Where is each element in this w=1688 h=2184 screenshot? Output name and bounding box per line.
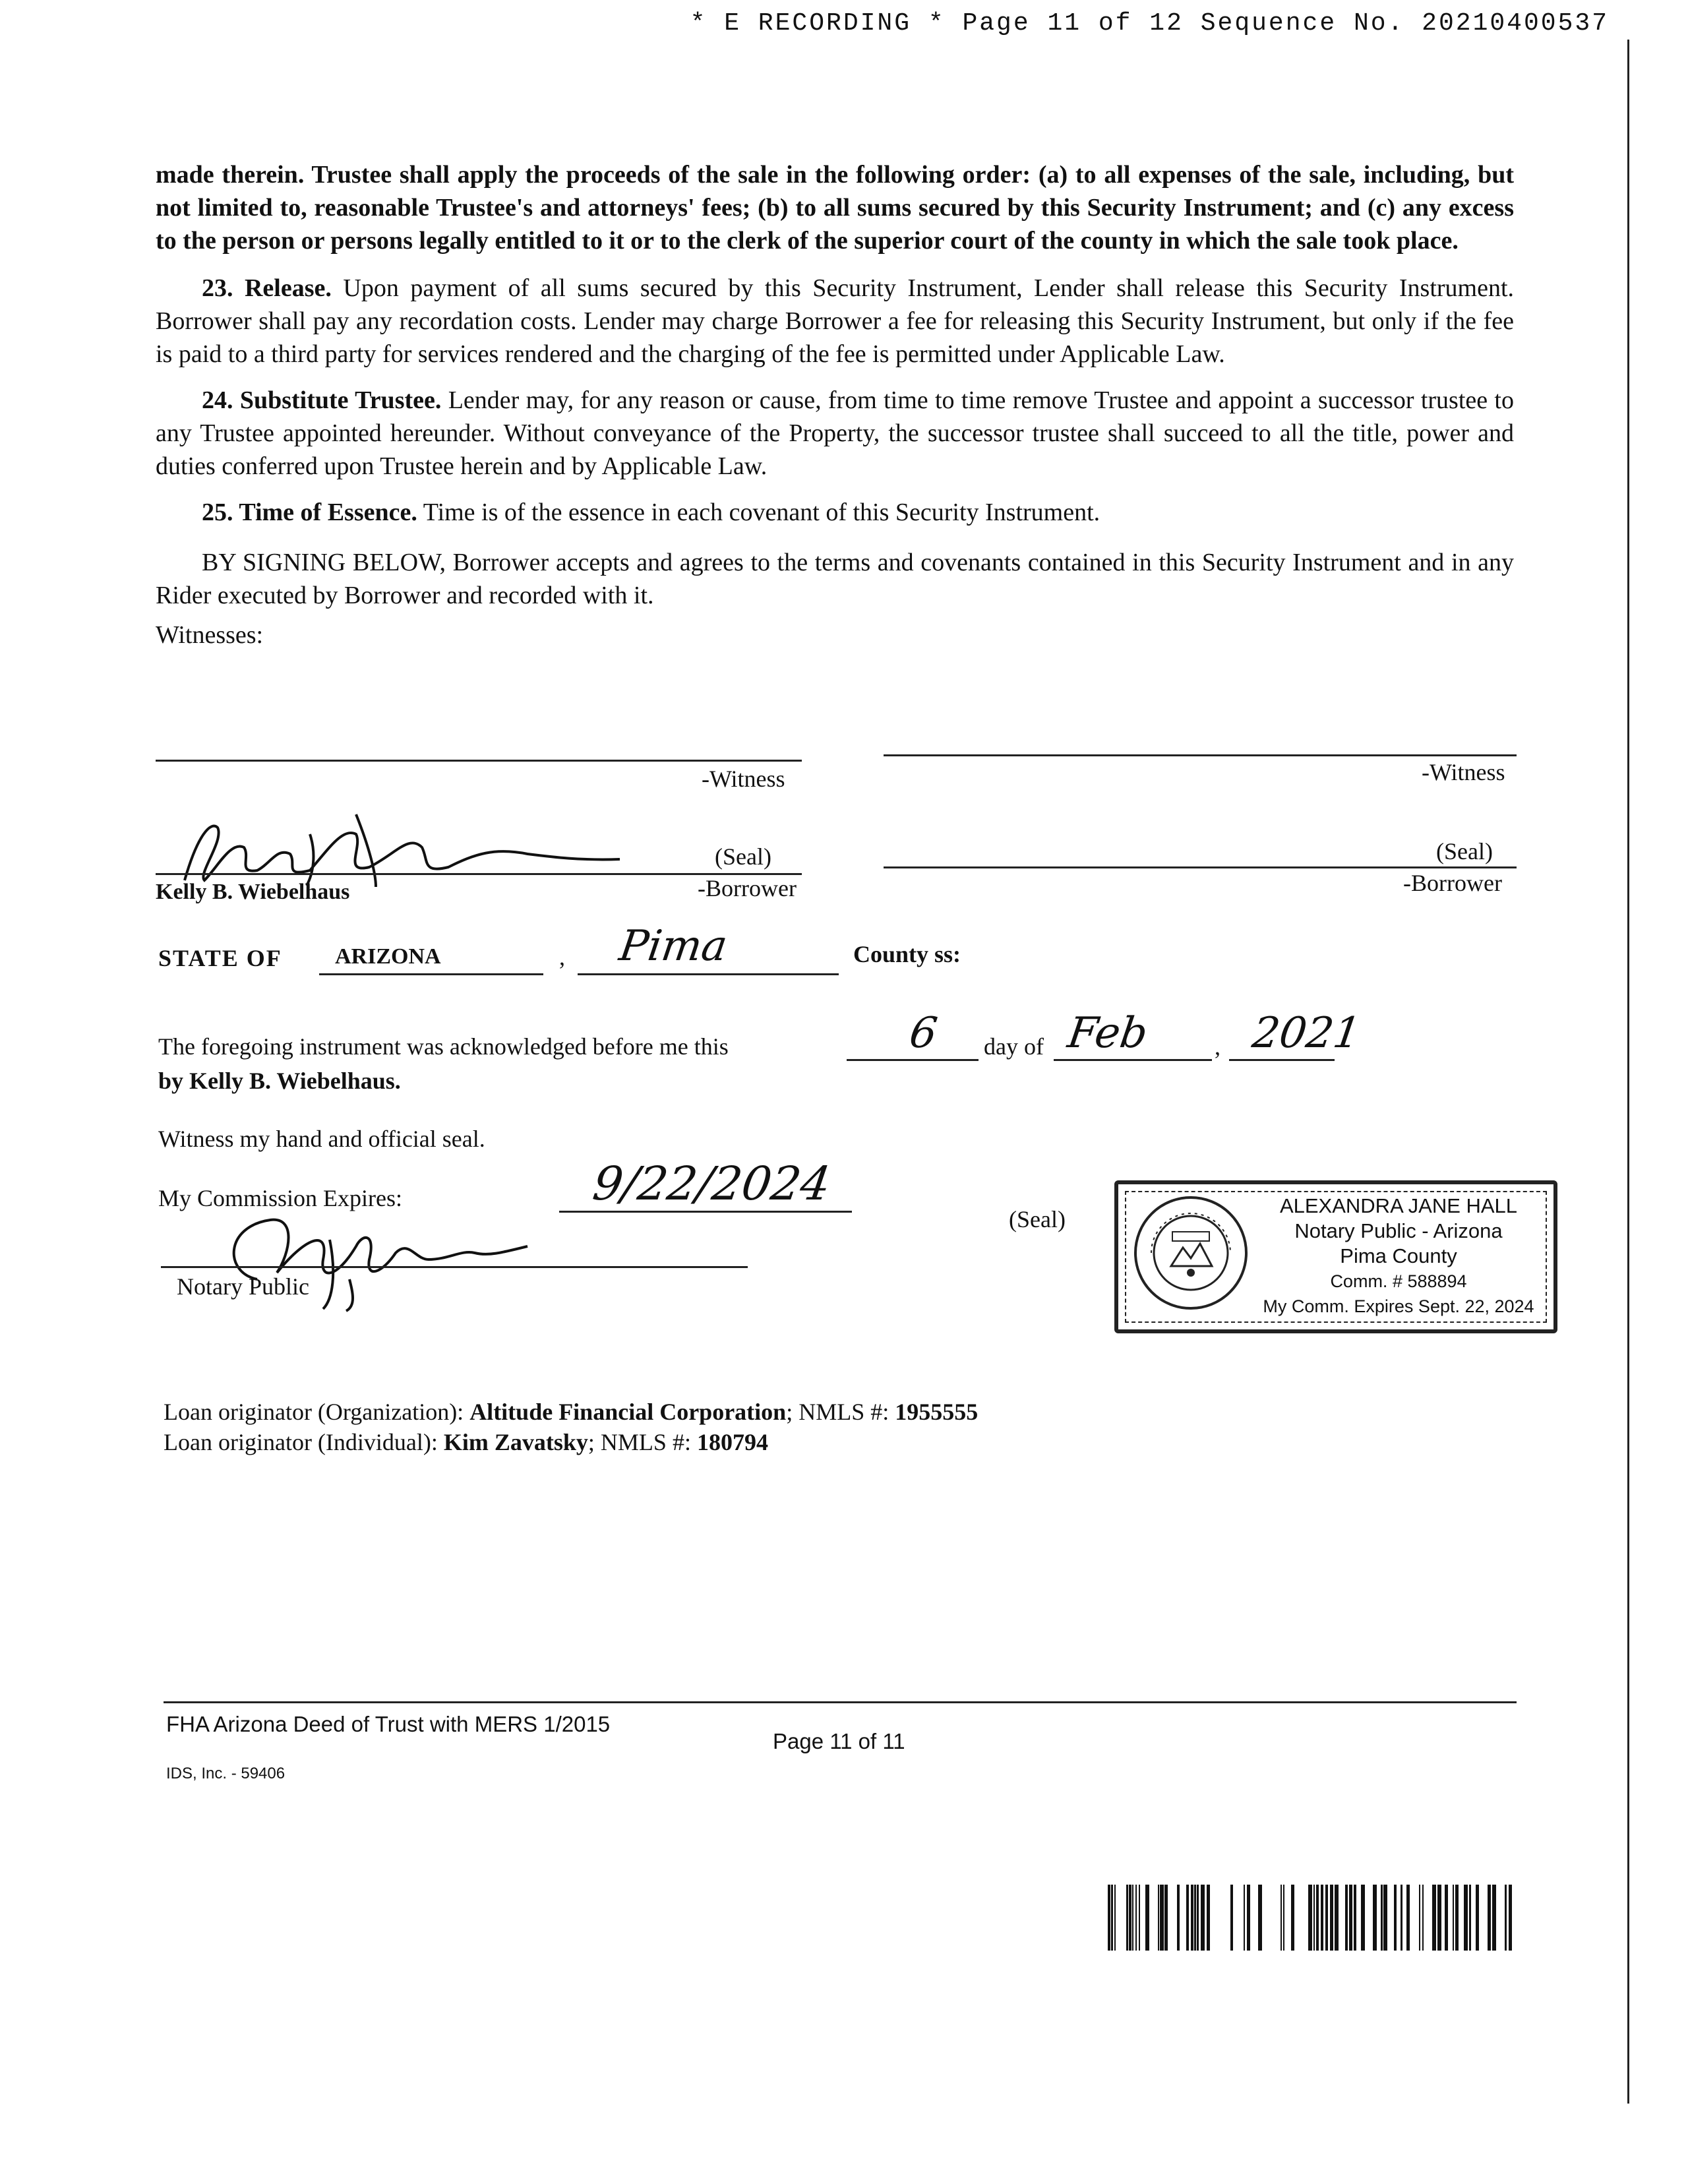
- ind-nmls: 180794: [696, 1429, 768, 1455]
- day-handwritten: 6: [906, 1009, 940, 1058]
- section-text: Lender may, for any reason or cause, from time to time remove Trustee and appoint a successor trustee to any Trustee appointed hereunder. Without conveyance of the Property, the successor trustee shall succeed to all the title, power and duties conferred upon Trustee herein and by Applicable Law.: [156, 386, 1514, 480]
- recording-header: * E RECORDING * Page 11 of 12 Sequence No. 20210400537: [690, 9, 1609, 38]
- seal-label-right: (Seal): [1436, 838, 1493, 864]
- commission-line: [559, 1211, 852, 1213]
- footer-page-label: Page 11 of 11: [773, 1729, 905, 1753]
- org-nmls-label: ; NMLS #:: [786, 1399, 889, 1425]
- year-handwritten: 2021: [1249, 1009, 1364, 1058]
- loan-originator-org: [164, 1398, 978, 1426]
- stamp-county: Pima County: [1340, 1244, 1457, 1267]
- commission-date-handwritten: 9/22/2024: [589, 1157, 834, 1211]
- borrower-label-left: -Borrower: [698, 875, 797, 901]
- day-of-label: day of: [984, 1033, 1044, 1060]
- arizona-seal-icon: [1131, 1194, 1250, 1312]
- commission-label: My Commission Expires:: [158, 1185, 403, 1211]
- day-line: [847, 1059, 979, 1061]
- notary-seal-label: (Seal): [1009, 1206, 1066, 1232]
- margin-rule: [1627, 40, 1629, 2104]
- stamp-text: [1257, 1194, 1540, 1319]
- notary-stamp: [1114, 1180, 1557, 1333]
- state-line: [319, 973, 543, 975]
- witness-line-right: [884, 754, 1517, 756]
- comma: ,: [559, 944, 565, 970]
- county-label: County ss:: [853, 941, 961, 967]
- section-heading: 24. Substitute Trustee.: [202, 386, 442, 414]
- county-line: [578, 973, 839, 975]
- org-nmls: 1955555: [895, 1399, 979, 1425]
- notary-public-label: Notary Public: [177, 1273, 309, 1300]
- continuation-paragraph: made therein. Trustee shall apply the proceeds of the sale in the following order: (a) to all expenses of the sale, including, but not limited to, reasonable Trustee's and attorneys' fees; (b) to all sums secured by this Security Instrument; and (c) any excess to the person or persons legally entitled to it or to the clerk of the superior court of the county in which the sale took place.: [156, 161, 1514, 255]
- stamp-title: Notary Public - Arizona: [1294, 1219, 1503, 1242]
- section-text: Time is of the essence in each covenant of this Security Instrument.: [423, 499, 1100, 526]
- month-line: [1054, 1059, 1212, 1061]
- by-line: by Kelly B. Wiebelhaus.: [158, 1068, 401, 1094]
- borrower-line-right: [884, 866, 1517, 868]
- org-name: Altitude Financial Corporation: [469, 1399, 787, 1425]
- ack-text: The foregoing instrument was acknowledged before me this: [158, 1033, 729, 1060]
- witness-label-right: -Witness: [1422, 759, 1505, 785]
- witness-label-left: -Witness: [702, 766, 785, 792]
- footer-rule: [164, 1701, 1517, 1703]
- form-title: FHA Arizona Deed of Trust with MERS 1/2015: [166, 1712, 611, 1736]
- year-line: [1229, 1059, 1335, 1061]
- notary-line: [161, 1266, 748, 1268]
- section-heading: 25. Time of Essence.: [202, 499, 417, 526]
- section-23: [156, 272, 1514, 371]
- borrower-label-right: -Borrower: [1403, 870, 1502, 896]
- witness-hand: Witness my hand and official seal.: [158, 1126, 485, 1152]
- ids-label: IDS, Inc. - 59406: [166, 1765, 286, 1782]
- stamp-name: ALEXANDRA JANE HALL: [1279, 1194, 1518, 1217]
- comma-2: ,: [1215, 1033, 1221, 1060]
- month-handwritten: Feb: [1064, 1009, 1151, 1058]
- borrower-name: Kelly B. Wiebelhaus: [156, 880, 350, 904]
- witness-line-left: [156, 760, 802, 762]
- ind-nmls-label: ; NMLS #:: [588, 1429, 691, 1455]
- state-value: ARIZONA: [335, 944, 441, 969]
- section-heading: 23. Release.: [202, 274, 332, 302]
- signing-statement: BY SIGNING BELOW, Borrower accepts and agrees to the terms and covenants contained in this Security Instrument and in any Rider executed by Borrower and recorded with it.: [156, 549, 1514, 609]
- stamp-comm-no: Comm. # 588894: [1330, 1271, 1467, 1291]
- loan-originator-individual: [164, 1428, 768, 1456]
- body-text: [156, 158, 1514, 665]
- county-handwritten: Pima: [616, 922, 731, 971]
- section-text: Upon payment of all sums secured by this Security Instrument, Lender shall release this Security Instrument. Borrower shall pay any recordation costs. Lender may charge Borrower a fee for releasing this Security Instrument, but only if the fee is paid to a third party for services rendered and the charging of the fee is permitted under Applicable Law.: [156, 274, 1515, 368]
- barcode-icon: [1108, 1885, 1523, 1951]
- section-24: [156, 384, 1514, 483]
- ind-label: Loan originator (Individual):: [164, 1429, 438, 1455]
- stamp-expires: My Comm. Expires Sept. 22, 2024: [1263, 1296, 1534, 1316]
- ind-name: Kim Zavatsky: [443, 1429, 588, 1455]
- witnesses-label: Witnesses:: [156, 621, 264, 649]
- org-label: Loan originator (Organization):: [164, 1399, 464, 1425]
- section-25: [156, 496, 1514, 529]
- state-of-label: STATE OF: [158, 945, 282, 971]
- seal-label-left: (Seal): [715, 843, 771, 870]
